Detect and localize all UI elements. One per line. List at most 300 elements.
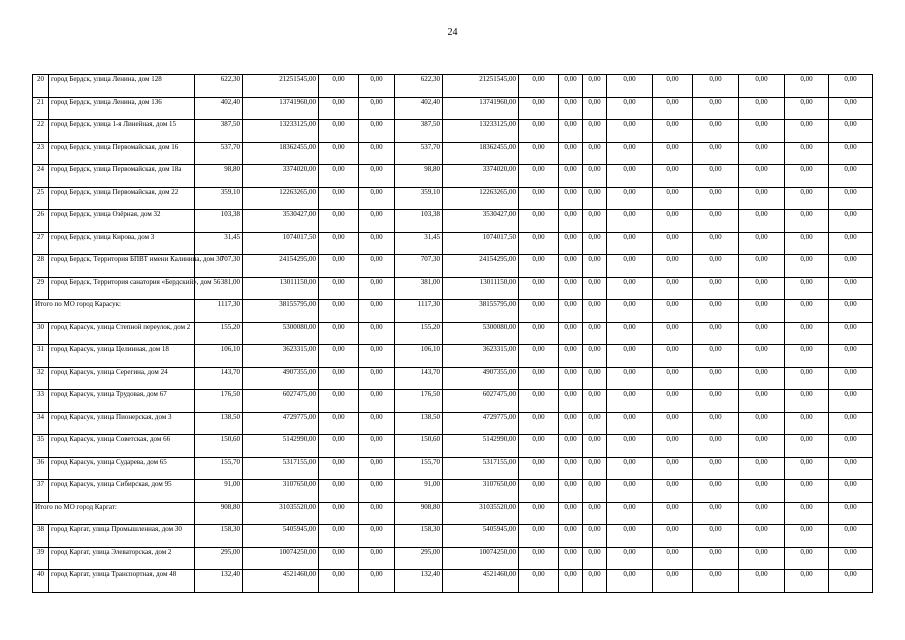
value-cell: 0,00 — [785, 142, 829, 165]
value-cell: 0,00 — [829, 525, 873, 548]
value-cell: 0,00 — [607, 142, 653, 165]
address-cell: город Бердск, улица Первомайская, дом 16 — [49, 142, 195, 165]
address-cell: город Карасук, улица Сударева, дом 65 — [49, 457, 195, 480]
value-cell: 0,00 — [583, 255, 607, 278]
value-cell: 0,00 — [829, 232, 873, 255]
value-cell: 0,00 — [653, 502, 693, 525]
data-table — [32, 74, 873, 593]
value-cell: 0,00 — [559, 367, 583, 390]
value-cell: 908,80 — [395, 502, 443, 525]
value-cell: 707,30 — [195, 255, 243, 278]
value-cell: 0,00 — [359, 120, 395, 143]
value-cell: 0,00 — [693, 210, 739, 233]
value-cell: 0,00 — [583, 142, 607, 165]
value-cell: 0,00 — [785, 187, 829, 210]
value-cell: 0,00 — [785, 525, 829, 548]
value-cell: 0,00 — [829, 165, 873, 188]
value-cell: 0,00 — [583, 412, 607, 435]
row-number: 39 — [33, 547, 49, 570]
value-cell: 0,00 — [739, 547, 785, 570]
value-cell: 21251545,00 — [443, 75, 519, 98]
value-cell: 13233125,00 — [443, 120, 519, 143]
value-cell: 0,00 — [739, 502, 785, 525]
address-cell: город Бердск, улица Озёрная, дом 32 — [49, 210, 195, 233]
value-cell: 3530427,00 — [443, 210, 519, 233]
value-cell: 155,20 — [195, 322, 243, 345]
value-cell: 0,00 — [785, 345, 829, 368]
value-cell: 0,00 — [319, 120, 359, 143]
value-cell: 24154295,00 — [443, 255, 519, 278]
value-cell: 0,00 — [607, 187, 653, 210]
value-cell: 622,30 — [395, 75, 443, 98]
page-number: 24 — [447, 27, 458, 38]
value-cell: 91,00 — [195, 480, 243, 503]
value-cell: 0,00 — [653, 322, 693, 345]
value-cell: 0,00 — [739, 322, 785, 345]
value-cell: 0,00 — [519, 547, 559, 570]
row-number: 40 — [33, 570, 49, 593]
value-cell: 0,00 — [693, 502, 739, 525]
value-cell: 3623315,00 — [243, 345, 319, 368]
value-cell: 0,00 — [359, 547, 395, 570]
value-cell: 176,50 — [395, 390, 443, 413]
value-cell: 0,00 — [739, 367, 785, 390]
value-cell: 0,00 — [359, 210, 395, 233]
value-cell: 1074017,50 — [443, 232, 519, 255]
value-cell: 0,00 — [519, 457, 559, 480]
value-cell: 0,00 — [693, 525, 739, 548]
value-cell: 4729775,00 — [443, 412, 519, 435]
value-cell: 0,00 — [653, 165, 693, 188]
value-cell: 0,00 — [607, 412, 653, 435]
value-cell: 5300080,00 — [243, 322, 319, 345]
row-number: 20 — [33, 75, 49, 98]
value-cell: 0,00 — [739, 97, 785, 120]
value-cell: 381,00 — [195, 277, 243, 300]
value-cell: 0,00 — [559, 570, 583, 593]
value-cell: 0,00 — [519, 502, 559, 525]
table-row — [33, 570, 873, 593]
value-cell: 0,00 — [559, 502, 583, 525]
value-cell: 0,00 — [319, 435, 359, 458]
value-cell: 402,40 — [195, 97, 243, 120]
value-cell: 0,00 — [739, 277, 785, 300]
value-cell: 5405945,00 — [443, 525, 519, 548]
table-row — [33, 345, 873, 368]
value-cell: 0,00 — [829, 97, 873, 120]
row-number: 36 — [33, 457, 49, 480]
address-cell: город Бердск, улица Ленина, дом 136 — [49, 97, 195, 120]
value-cell: 0,00 — [829, 120, 873, 143]
value-cell: 0,00 — [739, 232, 785, 255]
value-cell: 0,00 — [583, 322, 607, 345]
value-cell: 0,00 — [607, 300, 653, 323]
value-cell: 402,40 — [395, 97, 443, 120]
value-cell: 0,00 — [785, 547, 829, 570]
value-cell: 103,38 — [195, 210, 243, 233]
value-cell: 0,00 — [583, 300, 607, 323]
value-cell: 387,50 — [395, 120, 443, 143]
value-cell: 0,00 — [785, 502, 829, 525]
value-cell: 0,00 — [607, 547, 653, 570]
value-cell: 13741960,00 — [243, 97, 319, 120]
value-cell: 0,00 — [693, 412, 739, 435]
address-cell: город Бердск, улица Первомайская, дом 22 — [49, 187, 195, 210]
value-cell: 0,00 — [653, 345, 693, 368]
value-cell: 0,00 — [607, 457, 653, 480]
value-cell: 0,00 — [785, 120, 829, 143]
value-cell: 4907355,00 — [243, 367, 319, 390]
value-cell: 98,80 — [195, 165, 243, 188]
value-cell: 0,00 — [785, 75, 829, 98]
value-cell: 908,80 — [195, 502, 243, 525]
value-cell: 0,00 — [583, 390, 607, 413]
value-cell: 0,00 — [739, 525, 785, 548]
value-cell: 13011150,00 — [243, 277, 319, 300]
value-cell: 0,00 — [519, 232, 559, 255]
value-cell: 0,00 — [319, 165, 359, 188]
value-cell: 132,40 — [195, 570, 243, 593]
table-row — [33, 367, 873, 390]
value-cell: 0,00 — [829, 480, 873, 503]
address-cell: город Бердск, улица Ленина, дом 128 — [49, 75, 195, 98]
value-cell: 0,00 — [653, 435, 693, 458]
value-cell: 0,00 — [607, 322, 653, 345]
row-number: 34 — [33, 412, 49, 435]
value-cell: 5317155,00 — [443, 457, 519, 480]
value-cell: 0,00 — [739, 570, 785, 593]
row-number: 28 — [33, 255, 49, 278]
value-cell: 0,00 — [359, 165, 395, 188]
value-cell: 0,00 — [319, 502, 359, 525]
row-number: 29 — [33, 277, 49, 300]
value-cell: 295,00 — [195, 547, 243, 570]
value-cell: 5142990,00 — [443, 435, 519, 458]
value-cell: 1074017,50 — [243, 232, 319, 255]
value-cell: 0,00 — [693, 547, 739, 570]
value-cell: 0,00 — [359, 187, 395, 210]
value-cell: 0,00 — [653, 367, 693, 390]
value-cell: 0,00 — [559, 300, 583, 323]
table-row — [33, 210, 873, 233]
value-cell: 0,00 — [359, 525, 395, 548]
value-cell: 0,00 — [607, 502, 653, 525]
value-cell: 0,00 — [785, 435, 829, 458]
value-cell: 0,00 — [319, 75, 359, 98]
value-cell: 0,00 — [559, 165, 583, 188]
value-cell: 0,00 — [519, 345, 559, 368]
value-cell: 0,00 — [583, 367, 607, 390]
value-cell: 0,00 — [607, 210, 653, 233]
value-cell: 106,10 — [395, 345, 443, 368]
value-cell: 0,00 — [829, 255, 873, 278]
value-cell: 0,00 — [653, 300, 693, 323]
value-cell: 31035520,00 — [443, 502, 519, 525]
value-cell: 4729775,00 — [243, 412, 319, 435]
value-cell: 0,00 — [739, 457, 785, 480]
address-cell: город Каргат, улица Промышленная, дом 30 — [49, 525, 195, 548]
value-cell: 21251545,00 — [243, 75, 319, 98]
value-cell: 0,00 — [519, 277, 559, 300]
value-cell: 0,00 — [559, 390, 583, 413]
value-cell: 24154295,00 — [243, 255, 319, 278]
value-cell: 0,00 — [739, 255, 785, 278]
value-cell: 0,00 — [359, 480, 395, 503]
value-cell: 0,00 — [359, 390, 395, 413]
address-cell: город Карасук, улица Серегина, дом 24 — [49, 367, 195, 390]
value-cell: 0,00 — [519, 300, 559, 323]
value-cell: 0,00 — [319, 367, 359, 390]
value-cell: 0,00 — [319, 480, 359, 503]
value-cell: 0,00 — [519, 97, 559, 120]
value-cell: 155,70 — [395, 457, 443, 480]
value-cell: 0,00 — [319, 570, 359, 593]
value-cell: 3374020,00 — [243, 165, 319, 188]
row-number: 35 — [33, 435, 49, 458]
value-cell: 0,00 — [559, 525, 583, 548]
value-cell: 98,80 — [395, 165, 443, 188]
value-cell: 6027475,00 — [443, 390, 519, 413]
value-cell: 0,00 — [583, 187, 607, 210]
value-cell: 0,00 — [359, 277, 395, 300]
value-cell: 18362455,00 — [443, 142, 519, 165]
value-cell: 0,00 — [559, 210, 583, 233]
value-cell: 0,00 — [319, 142, 359, 165]
value-cell: 12263265,00 — [243, 187, 319, 210]
value-cell: 0,00 — [519, 570, 559, 593]
value-cell: 0,00 — [785, 300, 829, 323]
table-row — [33, 120, 873, 143]
value-cell: 0,00 — [319, 390, 359, 413]
value-cell: 3107650,00 — [243, 480, 319, 503]
value-cell: 0,00 — [559, 187, 583, 210]
value-cell: 0,00 — [829, 457, 873, 480]
value-cell: 6027475,00 — [243, 390, 319, 413]
row-number: 37 — [33, 480, 49, 503]
value-cell: 0,00 — [359, 367, 395, 390]
value-cell: 0,00 — [829, 210, 873, 233]
value-cell: 0,00 — [693, 255, 739, 278]
value-cell: 132,40 — [395, 570, 443, 593]
value-cell: 5300080,00 — [443, 322, 519, 345]
value-cell: 0,00 — [319, 210, 359, 233]
value-cell: 155,20 — [395, 322, 443, 345]
value-cell: 0,00 — [653, 525, 693, 548]
value-cell: 0,00 — [559, 345, 583, 368]
value-cell: 0,00 — [607, 232, 653, 255]
value-cell: 295,00 — [395, 547, 443, 570]
row-number: 26 — [33, 210, 49, 233]
value-cell: 5405945,00 — [243, 525, 319, 548]
value-cell: 0,00 — [583, 457, 607, 480]
table-row — [33, 255, 873, 278]
value-cell: 0,00 — [653, 97, 693, 120]
value-cell: 0,00 — [785, 255, 829, 278]
value-cell: 0,00 — [607, 97, 653, 120]
value-cell: 0,00 — [519, 210, 559, 233]
value-cell: 5317155,00 — [243, 457, 319, 480]
value-cell: 1117,30 — [395, 300, 443, 323]
row-number: 38 — [33, 525, 49, 548]
value-cell: 0,00 — [359, 412, 395, 435]
value-cell: 0,00 — [653, 277, 693, 300]
value-cell: 0,00 — [739, 165, 785, 188]
value-cell: 0,00 — [693, 457, 739, 480]
address-cell: город Карасук, улица Советская, дом 66 — [49, 435, 195, 458]
address-cell: город Бердск, улица Кирова, дом 3 — [49, 232, 195, 255]
row-number: 23 — [33, 142, 49, 165]
value-cell: 0,00 — [359, 97, 395, 120]
address-cell: город Карасук, улица Сибирская, дом 95 — [49, 480, 195, 503]
value-cell: 0,00 — [607, 367, 653, 390]
value-cell: 537,70 — [195, 142, 243, 165]
value-cell: 387,50 — [195, 120, 243, 143]
value-cell: 0,00 — [739, 480, 785, 503]
value-cell: 13233125,00 — [243, 120, 319, 143]
value-cell: 0,00 — [319, 255, 359, 278]
value-cell: 0,00 — [653, 75, 693, 98]
value-cell: 0,00 — [653, 412, 693, 435]
value-cell: 0,00 — [607, 525, 653, 548]
value-cell: 0,00 — [519, 322, 559, 345]
value-cell: 0,00 — [785, 570, 829, 593]
row-number: 30 — [33, 322, 49, 345]
value-cell: 158,30 — [395, 525, 443, 548]
value-cell: 0,00 — [653, 210, 693, 233]
value-cell: 10074250,00 — [243, 547, 319, 570]
value-cell: 18362455,00 — [243, 142, 319, 165]
value-cell: 0,00 — [319, 525, 359, 548]
value-cell: 0,00 — [583, 210, 607, 233]
value-cell: 0,00 — [829, 345, 873, 368]
total-label: Итого по МО город Карасук: — [33, 300, 195, 323]
value-cell: 0,00 — [829, 367, 873, 390]
value-cell: 0,00 — [319, 345, 359, 368]
value-cell: 0,00 — [319, 187, 359, 210]
value-cell: 0,00 — [653, 570, 693, 593]
value-cell: 0,00 — [519, 255, 559, 278]
value-cell: 3623315,00 — [443, 345, 519, 368]
value-cell: 0,00 — [559, 142, 583, 165]
table-body — [33, 75, 873, 593]
table-row — [33, 480, 873, 503]
value-cell: 0,00 — [583, 345, 607, 368]
value-cell: 106,10 — [195, 345, 243, 368]
value-cell: 3374020,00 — [443, 165, 519, 188]
value-cell: 143,70 — [395, 367, 443, 390]
row-number: 22 — [33, 120, 49, 143]
value-cell: 0,00 — [693, 480, 739, 503]
value-cell: 0,00 — [359, 232, 395, 255]
address-cell: город Каргат, улица Транспортная, дом 48 — [49, 570, 195, 593]
row-number: 24 — [33, 165, 49, 188]
value-cell: 0,00 — [693, 142, 739, 165]
table-row — [33, 187, 873, 210]
value-cell: 0,00 — [785, 390, 829, 413]
value-cell: 1117,30 — [195, 300, 243, 323]
value-cell: 0,00 — [607, 435, 653, 458]
value-cell: 0,00 — [319, 322, 359, 345]
table-row — [33, 232, 873, 255]
value-cell: 0,00 — [693, 75, 739, 98]
value-cell: 0,00 — [607, 165, 653, 188]
value-cell: 138,50 — [395, 412, 443, 435]
value-cell: 0,00 — [359, 457, 395, 480]
row-number: 25 — [33, 187, 49, 210]
value-cell: 0,00 — [359, 75, 395, 98]
table-row — [33, 525, 873, 548]
value-cell: 0,00 — [829, 277, 873, 300]
table-total-row — [33, 300, 873, 323]
value-cell: 0,00 — [559, 97, 583, 120]
value-cell: 0,00 — [559, 457, 583, 480]
value-cell: 38155795,00 — [443, 300, 519, 323]
value-cell: 0,00 — [829, 435, 873, 458]
value-cell: 0,00 — [519, 480, 559, 503]
value-cell: 0,00 — [653, 187, 693, 210]
value-cell: 0,00 — [583, 502, 607, 525]
address-cell: город Каргат, улица Элеваторская, дом 2 — [49, 547, 195, 570]
address-cell: город Бердск, Территория санатория «Бердский», дом 56 — [49, 277, 195, 300]
value-cell: 0,00 — [693, 232, 739, 255]
address-cell: город Бердск, Территория БПВТ имени Калинина, дом 30 — [49, 255, 195, 278]
value-cell: 0,00 — [829, 502, 873, 525]
value-cell: 0,00 — [607, 390, 653, 413]
value-cell: 0,00 — [607, 120, 653, 143]
value-cell: 5142990,00 — [243, 435, 319, 458]
value-cell: 0,00 — [829, 142, 873, 165]
value-cell: 0,00 — [559, 547, 583, 570]
value-cell: 0,00 — [693, 277, 739, 300]
value-cell: 0,00 — [559, 277, 583, 300]
value-cell: 0,00 — [653, 142, 693, 165]
table-row — [33, 457, 873, 480]
value-cell: 0,00 — [653, 457, 693, 480]
value-cell: 359,10 — [195, 187, 243, 210]
table-row — [33, 322, 873, 345]
value-cell: 0,00 — [653, 547, 693, 570]
address-cell: город Бердск, улица 1-я Линейная, дом 15 — [49, 120, 195, 143]
value-cell: 150,60 — [195, 435, 243, 458]
value-cell: 0,00 — [739, 75, 785, 98]
value-cell: 0,00 — [785, 412, 829, 435]
value-cell: 0,00 — [319, 547, 359, 570]
row-number: 32 — [33, 367, 49, 390]
row-number: 31 — [33, 345, 49, 368]
value-cell: 0,00 — [359, 570, 395, 593]
value-cell: 0,00 — [559, 232, 583, 255]
value-cell: 0,00 — [739, 142, 785, 165]
value-cell: 0,00 — [829, 390, 873, 413]
table-row — [33, 390, 873, 413]
value-cell: 13741960,00 — [443, 97, 519, 120]
value-cell: 0,00 — [829, 187, 873, 210]
value-cell: 0,00 — [519, 525, 559, 548]
row-number: 27 — [33, 232, 49, 255]
value-cell: 0,00 — [319, 412, 359, 435]
value-cell: 0,00 — [559, 435, 583, 458]
value-cell: 381,00 — [395, 277, 443, 300]
value-cell: 0,00 — [653, 120, 693, 143]
value-cell: 0,00 — [693, 187, 739, 210]
value-cell: 0,00 — [739, 300, 785, 323]
value-cell: 0,00 — [519, 165, 559, 188]
table-row — [33, 412, 873, 435]
value-cell: 12263265,00 — [443, 187, 519, 210]
value-cell: 707,30 — [395, 255, 443, 278]
table-row — [33, 75, 873, 98]
table-total-row — [33, 502, 873, 525]
